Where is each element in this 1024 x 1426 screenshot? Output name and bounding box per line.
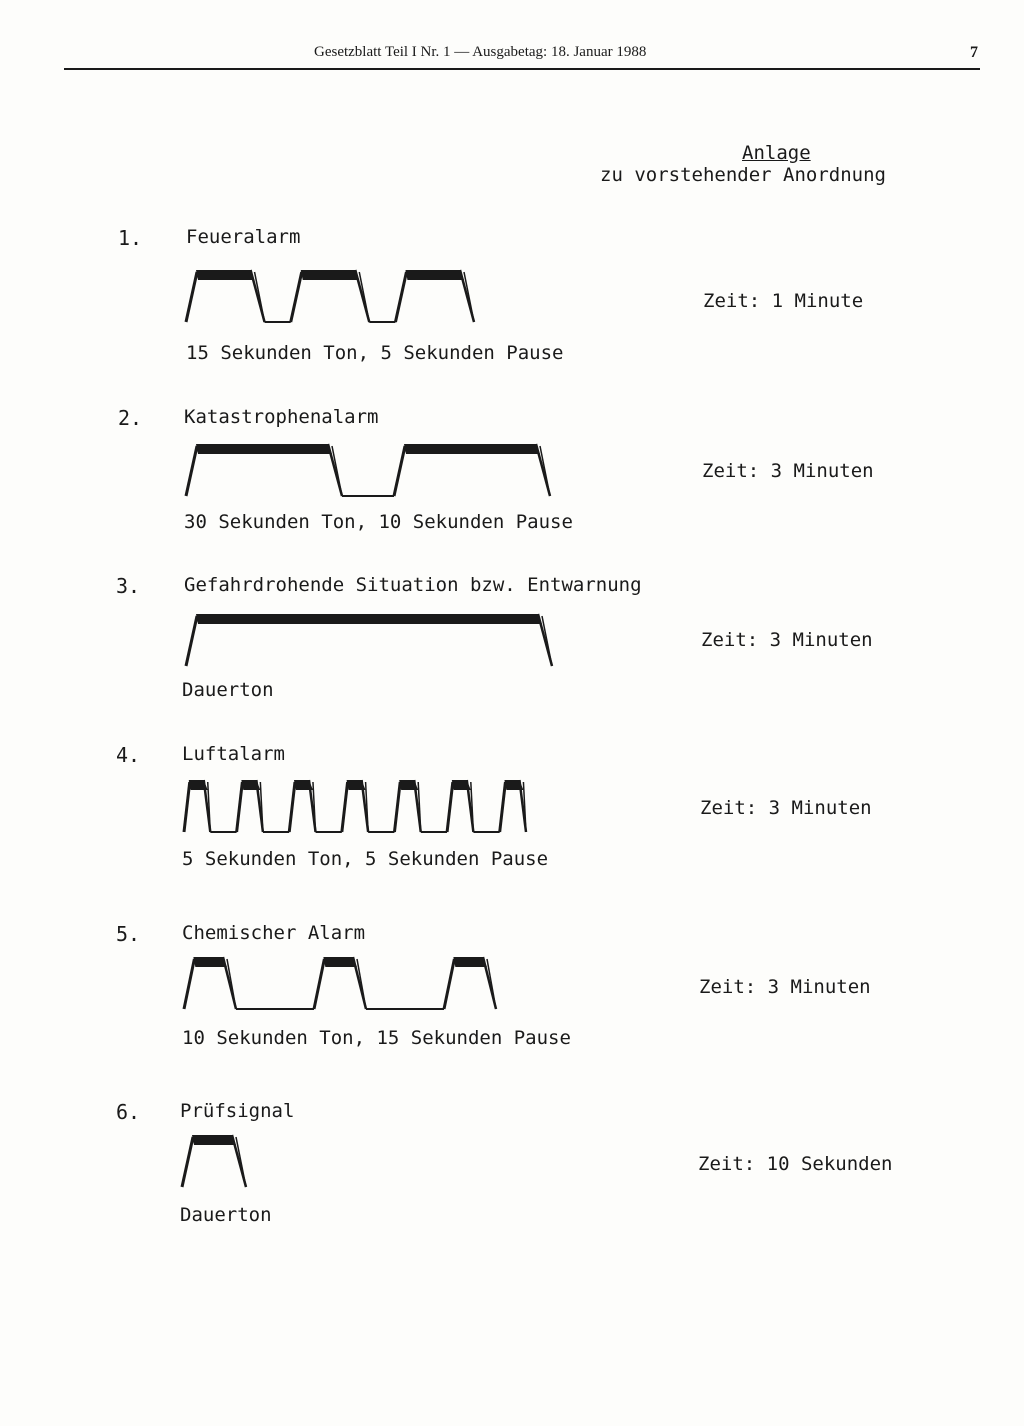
tone-pulse [237,780,263,832]
tone-pulse [447,780,473,832]
signal-waveform [0,612,562,672]
page-number: 7 [970,44,978,61]
page-header [64,38,980,70]
signal-description: Dauerton [182,679,274,701]
signal-number: 6. [116,1100,141,1124]
tone-pulse [500,780,526,832]
annex-title: Anlage [742,142,811,164]
signal-waveform [0,268,484,328]
tone-pulse [186,270,265,322]
tone-pulse [394,444,550,496]
signal-description: 15 Sekunden Ton, 5 Sekunden Pause [186,342,564,364]
signal-description: 30 Sekunden Ton, 10 Sekunden Pause [184,511,573,533]
signal-waveform [0,1133,256,1193]
signal-waveform [0,955,506,1015]
signal-number: 2. [118,406,143,430]
tone-pulse [291,270,370,322]
signal-description: Dauerton [180,1204,272,1226]
annex-subtitle: zu vorstehender Anordnung [600,164,886,186]
signal-number: 1. [118,226,143,250]
header-title: Gesetzblatt Teil I Nr. 1 — Ausgabetag: 18. Januar 1988 [314,44,647,60]
signal-title: Gefahrdrohende Situation bzw. Entwarnung [184,574,642,596]
signal-title: Luftalarm [182,743,285,765]
tone-pulse [289,780,315,832]
signal-duration: Zeit: 10 Sekunden [698,1153,893,1175]
signal-title: Chemischer Alarm [182,922,366,944]
signal-waveform [0,442,560,502]
signal-title: Katastrophenalarm [184,406,379,428]
tone-pulse [186,614,552,666]
tone-pulse [314,957,366,1009]
tone-pulse [394,780,420,832]
signal-duration: Zeit: 1 Minute [703,290,864,312]
signal-duration: Zeit: 3 Minuten [699,976,871,998]
signal-number: 5. [116,922,141,946]
tone-pulse [184,780,210,832]
tone-pulse [184,957,236,1009]
signal-waveform [0,778,536,838]
signal-number: 3. [116,574,141,598]
signal-title: Prüfsignal [180,1100,295,1122]
tone-pulse [182,1135,246,1187]
tone-pulse [186,444,342,496]
tone-pulse [395,270,474,322]
tone-pulse [444,957,496,1009]
tone-pulse [342,780,368,832]
signal-description: 10 Sekunden Ton, 15 Sekunden Pause [182,1027,571,1049]
signal-duration: Zeit: 3 Minuten [700,797,872,819]
signal-description: 5 Sekunden Ton, 5 Sekunden Pause [182,848,549,870]
signal-duration: Zeit: 3 Minuten [701,629,873,651]
signal-duration: Zeit: 3 Minuten [702,460,874,482]
signal-number: 4. [116,743,141,767]
signal-title: Feueralarm [186,226,301,248]
